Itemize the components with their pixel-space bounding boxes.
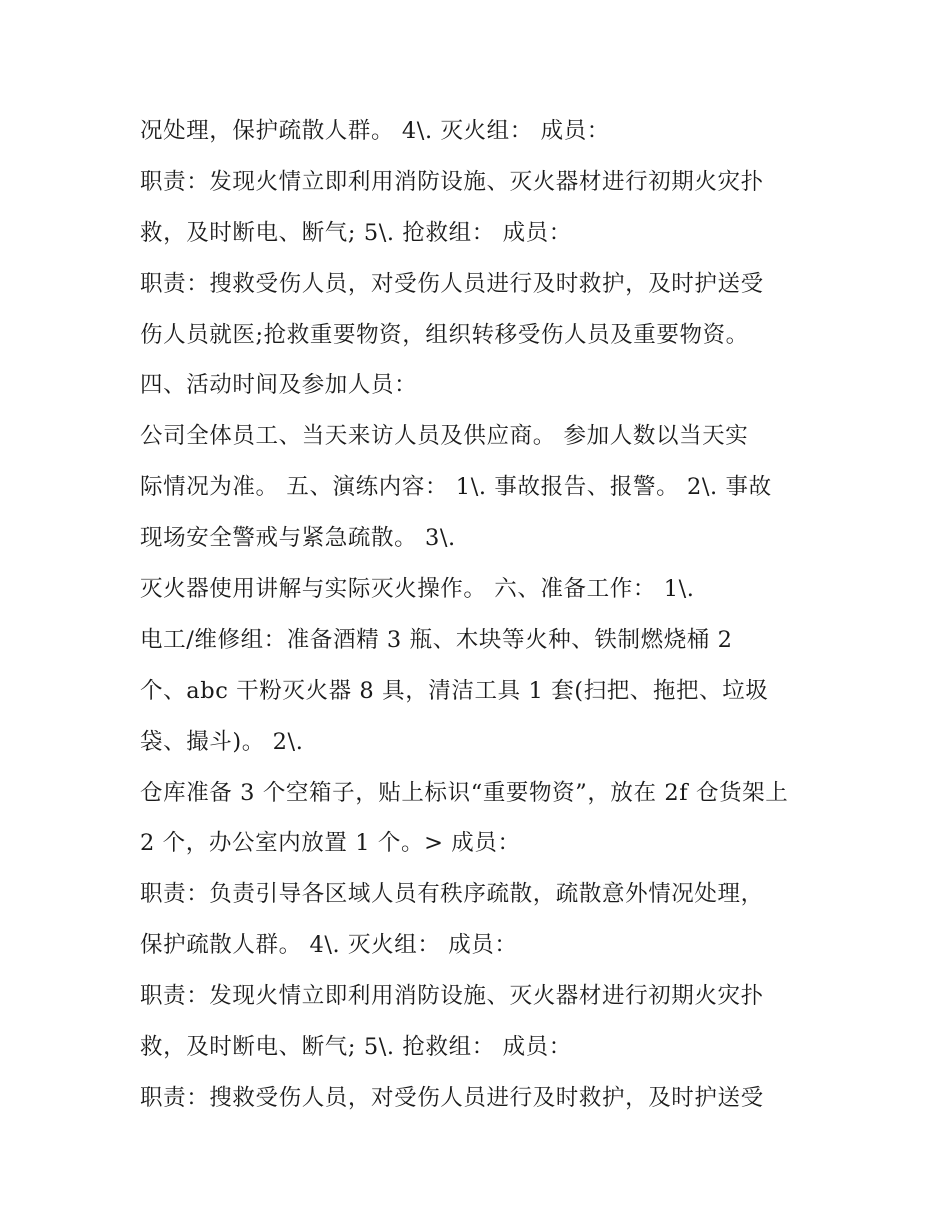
text-line: 职责：发现火情立即利用消防设施、灭火器材进行初期火灾扑 bbox=[140, 983, 764, 1010]
text-line: 况处理，保护疏散人群。 4\. 灭火组： 成员： bbox=[140, 118, 610, 144]
text-line: 际情况为准。 五、演练内容： 1\. 事故报告、报警。 2\. 事故 bbox=[140, 474, 772, 501]
text-line: 现场安全警戒与紧急疏散。 3\. bbox=[140, 525, 456, 552]
text-line: 伤人员就医;抢救重要物资，组织转移受伤人员及重要物资。 bbox=[140, 321, 749, 348]
text-line: 职责：搜救受伤人员，对受伤人员进行及时救护，及时护送受 bbox=[140, 1084, 764, 1111]
text-line: 仓库准备 3 个空箱子，贴上标识“重要物资”，放在 2f 仓货架上 bbox=[140, 779, 789, 806]
text-line: 职责：搜救受伤人员，对受伤人员进行及时救护，及时护送受 bbox=[140, 270, 764, 297]
text-line: 个、abc 干粉灭火器 8 具，清洁工具 1 套(扫把、拖把、垃圾 bbox=[140, 677, 769, 704]
text-line: 袋、撮斗)。 2\. bbox=[140, 728, 304, 755]
document-body bbox=[140, 106, 830, 1124]
text-line: 职责：发现火情立即利用消防设施、灭火器材进行初期火灾扑 bbox=[140, 168, 764, 195]
section-heading: 四、活动时间及参加人员： bbox=[140, 372, 418, 399]
text-line: 公司全体员工、当天来访人员及供应商。 参加人数以当天实 bbox=[140, 423, 749, 450]
text-line: 职责：负责引导各区域人员有秩序疏散，疏散意外情况处理， bbox=[140, 881, 764, 908]
text-line: 救，及时断电、断气; 5\. 抢救组： 成员： bbox=[140, 1034, 572, 1061]
text-line: 2 个，办公室内放置 1 个。> 成员： bbox=[140, 830, 521, 857]
text-line: 灭火器使用讲解与实际灭火操作。 六、准备工作： 1\. bbox=[140, 576, 695, 603]
text-line: 电工/维修组：准备酒精 3 瓶、木块等火种、铁制燃烧桶 2 bbox=[140, 626, 733, 653]
text-line: 保护疏散人群。 4\. 灭火组： 成员： bbox=[140, 932, 518, 959]
text-line: 救，及时断电、断气; 5\. 抢救组： 成员： bbox=[140, 219, 572, 246]
